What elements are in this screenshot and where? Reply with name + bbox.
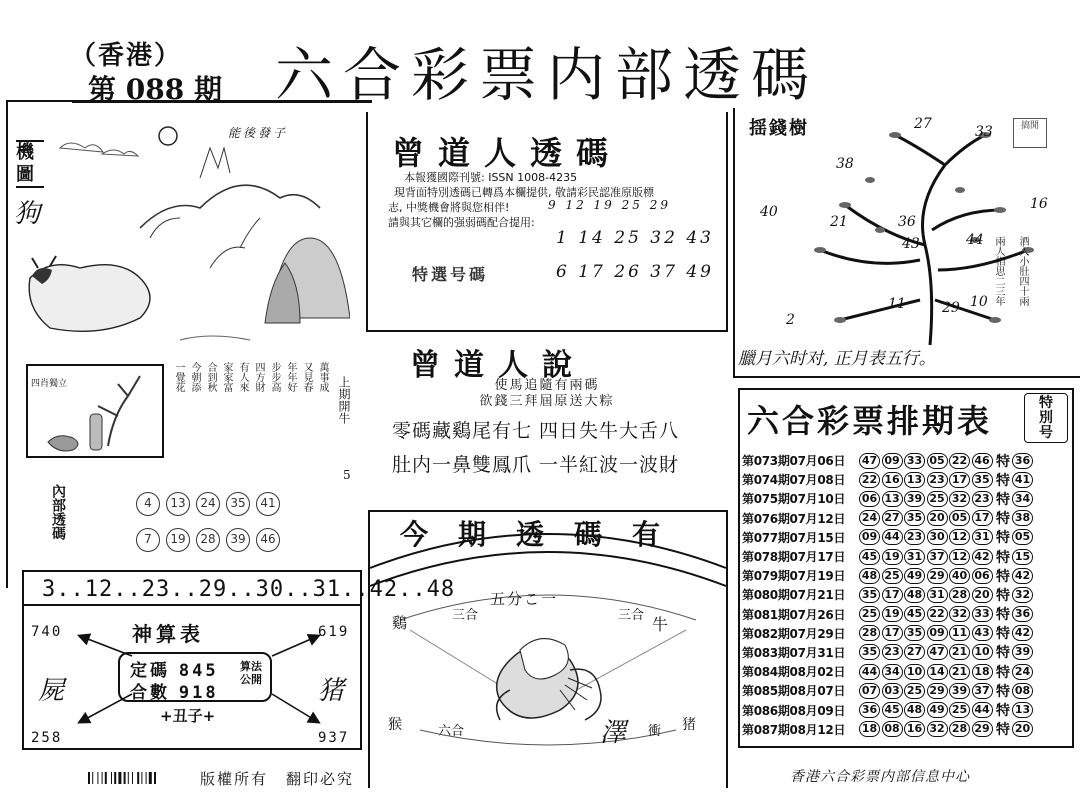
draw-number: 29: [927, 683, 948, 699]
jinqi-bottom-right-relation: 衝: [648, 724, 662, 739]
center-right-rule: [726, 112, 728, 330]
draw-number: 37: [972, 683, 993, 699]
draw-number: 35: [904, 625, 925, 641]
draw-number: 25: [859, 606, 880, 622]
jinqi-right-animal: 牛: [652, 615, 669, 634]
row-date: 第081期07月26日: [742, 607, 846, 622]
upper-left-number: 740: [31, 624, 63, 640]
te-label: 特: [996, 664, 1010, 681]
draw-number: 03: [882, 683, 903, 699]
tree-stamp: 搞閒: [1013, 118, 1047, 148]
method-public-label: 算法公開: [240, 660, 262, 686]
draw-number: 35: [972, 472, 993, 488]
draw-number: 17: [882, 625, 903, 641]
schedule-row: [742, 585, 1072, 604]
draw-number: 10: [904, 664, 925, 680]
tree-side-poem: [988, 236, 1048, 376]
row-date: 第078期07月17日: [742, 550, 846, 565]
draw-number: 05: [927, 453, 948, 469]
special-number: 08: [1012, 683, 1033, 699]
tree-side-col-2: 酒入小肚四十兩: [1017, 236, 1028, 306]
jitu-handwritten-note: 狗: [14, 199, 41, 229]
tree-side-col-1: 兩人相思二三年: [993, 236, 1004, 306]
draw-number: 22: [927, 606, 948, 622]
draw-number: 33: [904, 453, 925, 469]
draw-number: 31: [972, 529, 993, 545]
neibu-number: 28: [196, 528, 220, 552]
draw-number: 09: [927, 625, 948, 641]
no-copy-text: 翻印必究: [286, 770, 355, 788]
schedule-row: [742, 643, 1072, 662]
draw-number: 23: [972, 491, 993, 507]
special-number: 13: [1012, 702, 1033, 718]
draw-number: 24: [859, 510, 880, 526]
para-line-2: 現背面特別透碼已轉爲本欄提供, 敬請彩民認准原版標: [394, 186, 654, 199]
jinqi-right-relation: 三合: [618, 608, 645, 623]
neibu-number: 7: [136, 528, 160, 552]
badge-text: 特別号: [1039, 395, 1053, 441]
tree-number: 44: [966, 232, 984, 248]
draw-number: 07: [859, 683, 880, 699]
draw-number: 36: [859, 702, 880, 718]
tree-number: 36: [898, 214, 916, 230]
draw-number: 25: [904, 683, 925, 699]
sub-line-1: 使馬追隨有兩碼: [494, 378, 600, 393]
row-date: 第085期08月07日: [742, 684, 846, 699]
upper-right-number: 619: [318, 624, 350, 640]
zengdao-says-subtitle: [424, 378, 670, 410]
te-label: 特: [996, 491, 1010, 508]
special-number: 24: [1012, 664, 1033, 680]
schedule-row: [742, 700, 1072, 719]
draw-number: 17: [949, 472, 970, 488]
schedule-row: [742, 470, 1072, 489]
draw-number: 13: [904, 472, 925, 488]
tree-number: 16: [1030, 196, 1048, 212]
draw-number: 49: [927, 702, 948, 718]
handwritten-row-1: 1 14 25 32 43: [556, 228, 714, 248]
special-number: 36: [1012, 606, 1033, 622]
draw-number: 10: [972, 644, 993, 660]
five-mark: 5: [343, 468, 351, 482]
center-divider: [366, 330, 728, 332]
te-label: 特: [996, 645, 1010, 662]
small-tree-illustration: [28, 366, 162, 456]
row-date: 第076期07月12日: [742, 511, 846, 526]
info-center-name: 香港六合彩票内部信息中心: [790, 769, 970, 785]
draw-number: 19: [882, 606, 903, 622]
row-date: 第083期07月31日: [742, 645, 846, 660]
handwritten-row-2: 6 17 26 37 49: [556, 262, 714, 282]
draw-number: 44: [972, 702, 993, 718]
draw-number: 45: [882, 702, 903, 718]
draw-number: 42: [972, 549, 993, 565]
draw-number: 17: [972, 510, 993, 526]
special-number: 05: [1012, 529, 1033, 545]
te-label: 特: [996, 703, 1010, 720]
draw-number: 21: [949, 644, 970, 660]
tree-number: 33: [975, 124, 993, 140]
draw-number: 29: [927, 568, 948, 584]
draw-number: 46: [972, 453, 993, 469]
neibu-number: 46: [256, 528, 280, 552]
special-number: 20: [1012, 721, 1033, 737]
handwritten-right: 猪: [318, 676, 345, 706]
draw-number: 29: [972, 721, 993, 737]
verse-line-1: 零碼藏鷄尾有七 四日失牛大舌八: [392, 420, 680, 442]
zengdao-title: 曾道人透碼: [392, 134, 623, 172]
he-shu-value: 918: [178, 683, 219, 703]
draw-number: 12: [949, 549, 970, 565]
row-date: 第080期07月21日: [742, 588, 846, 603]
draw-number: 11: [949, 625, 970, 641]
sub-line-2: 欲錢三拜屆原送大粽: [479, 394, 615, 409]
draw-number: 14: [927, 664, 948, 680]
jitu-illustration: [20, 118, 350, 358]
schedule-title: 六合彩票排期表: [747, 402, 993, 440]
tree-number: 43: [902, 236, 920, 252]
special-number: 34: [1012, 491, 1033, 507]
draw-number: 28: [949, 721, 970, 737]
draw-number: 06: [859, 491, 880, 507]
row-date: 第077期07月15日: [742, 530, 846, 545]
shensuan-sequence: 3..12..23..29..30..31..42..48: [42, 577, 456, 602]
draw-number: 47: [859, 453, 880, 469]
te-label: 特: [996, 607, 1010, 624]
draw-number: 18: [859, 721, 880, 737]
draw-number: 28: [859, 625, 880, 641]
zengdao-says-title: 曾道人說: [410, 348, 586, 383]
draw-number: 25: [882, 568, 903, 584]
special-number: 41: [1012, 472, 1033, 488]
special-number: 32: [1012, 587, 1033, 603]
schedule-row: [742, 566, 1072, 585]
draw-number: 47: [927, 644, 948, 660]
row-date: 第074期07月08日: [742, 473, 846, 488]
jinqi-bottom-mid-relation: 六合: [438, 724, 465, 739]
schedule-row: [742, 451, 1072, 470]
draw-number: 32: [949, 491, 970, 507]
handwritten-small-numbers: 9 12 19 25 29: [548, 198, 671, 212]
draw-number: 13: [882, 491, 903, 507]
special-number: 42: [1012, 568, 1033, 584]
jinqi-bottom-left-animal: 猴: [388, 717, 402, 733]
row-date: 第082期07月29日: [742, 626, 846, 641]
special-number: 15: [1012, 549, 1033, 565]
draw-number: 25: [927, 491, 948, 507]
schedule-table: [742, 451, 1072, 739]
jinqi-title: 今期透碼有: [400, 518, 691, 551]
region-label: （香港）: [70, 41, 183, 71]
neibu-number: 19: [166, 528, 190, 552]
draw-number: 05: [949, 510, 970, 526]
jitu-top-note: 能後發子: [228, 126, 289, 140]
handwritten-left: 屍: [38, 676, 65, 706]
para-line-1: 本報獲國際刊號: ISSN 1008-4235: [404, 171, 578, 184]
special-number: 39: [1012, 644, 1033, 660]
copyright-text: 版權所有: [200, 770, 269, 788]
schedule-row: [742, 489, 1072, 508]
schedule-row: [742, 662, 1072, 681]
tree-handwritten-note: 臘月六时对, 正月表五行。: [738, 349, 936, 369]
te-label: 特: [996, 530, 1010, 547]
draw-number: 20: [927, 510, 948, 526]
neibu-number: 13: [166, 492, 190, 516]
zodiac-hint: +丑子+: [160, 707, 216, 725]
te-label: 特: [996, 683, 1010, 700]
left-verse-block: 一覺花 今朝添 合到秋 家家富 有人來 四方財 步步高 年年好 又見春 萬事成: [173, 362, 328, 392]
draw-number: 34: [882, 664, 903, 680]
jitu-label: 機圖: [16, 140, 44, 188]
teji-label: 特選号碼: [412, 265, 489, 284]
draw-number: 17: [882, 587, 903, 603]
draw-number: 40: [949, 568, 970, 584]
te-label: 特: [996, 722, 1010, 739]
draw-number: 19: [882, 549, 903, 565]
draw-number: 48: [904, 587, 925, 603]
te-label: 特: [996, 626, 1010, 643]
special-number: 36: [1012, 453, 1033, 469]
draw-number: 48: [904, 702, 925, 718]
row-date: 第075期07月10日: [742, 492, 846, 507]
neibu-number: 4: [136, 492, 160, 516]
barcode-icon: [88, 772, 186, 784]
schedule-row: [742, 509, 1072, 528]
row-date: 第087期08月12日: [742, 722, 846, 737]
shensuan-arrows: [22, 604, 362, 750]
draw-number: 22: [859, 472, 880, 488]
draw-number: 48: [859, 568, 880, 584]
tree-number: 38: [836, 156, 854, 172]
draw-number: 33: [972, 606, 993, 622]
draw-number: 18: [972, 664, 993, 680]
te-label: 特: [996, 587, 1010, 604]
jinqi-five-note: 五分こ一: [490, 590, 559, 608]
draw-number: 20: [972, 587, 993, 603]
draw-number: 39: [904, 491, 925, 507]
draw-number: 45: [904, 606, 925, 622]
draw-number: 32: [949, 606, 970, 622]
te-label: 特: [996, 453, 1010, 470]
te-label: 特: [996, 549, 1010, 566]
draw-number: 16: [882, 472, 903, 488]
neibu-number: 35: [226, 492, 250, 516]
tree-number: 40: [760, 204, 778, 220]
neibu-number: 41: [256, 492, 280, 516]
draw-number: 31: [927, 587, 948, 603]
draw-number: 49: [904, 568, 925, 584]
last-issue-note: 上期開牛: [337, 376, 351, 424]
draw-number: 23: [882, 644, 903, 660]
shensuan-title: 神算表: [132, 622, 204, 646]
tree-number: 29: [942, 300, 960, 316]
draw-number: 09: [859, 529, 880, 545]
draw-number: 22: [949, 453, 970, 469]
draw-number: 28: [949, 587, 970, 603]
neibu-number: 24: [196, 492, 220, 516]
row-date: 第086期08月09日: [742, 703, 846, 718]
money-tree-label: 揺錢樹: [749, 118, 809, 139]
row-date: 第084期08月02日: [742, 665, 846, 680]
draw-number: 31: [904, 549, 925, 565]
small-frame-label: 四肖獨立: [31, 379, 68, 389]
jinqi-bottom-right-animal: 猪: [682, 717, 696, 733]
tree-number: 21: [830, 214, 848, 230]
draw-number: 21: [949, 664, 970, 680]
issue-number: 第 088 期: [88, 73, 222, 106]
lower-left-number: 258: [31, 730, 63, 746]
jinqi-left-animal: 鷄: [392, 614, 408, 632]
draw-number: 30: [927, 529, 948, 545]
tree-number: 11: [888, 296, 906, 312]
draw-number: 16: [904, 721, 925, 737]
draw-number: 39: [949, 683, 970, 699]
he-shu-label: 合數: [130, 683, 170, 703]
center-left-rule: [366, 112, 368, 330]
draw-number: 06: [972, 568, 993, 584]
schedule-row: [742, 605, 1072, 624]
te-label: 特: [996, 511, 1010, 528]
draw-number: 43: [972, 625, 993, 641]
page-title: 六合彩票内部透碼: [275, 41, 820, 109]
verse-line-2: 肚内一鼻雙鳳爪 一半紅波一波財: [392, 454, 680, 476]
draw-number: 35: [859, 644, 880, 660]
ding-ma-label: 定碼: [130, 661, 170, 681]
draw-number: 27: [882, 510, 903, 526]
special-number: 42: [1012, 625, 1033, 641]
draw-number: 25: [949, 702, 970, 718]
schedule-row: [742, 624, 1072, 643]
draw-number: 45: [859, 549, 880, 565]
draw-number: 37: [927, 549, 948, 565]
ding-ma-value: 845: [178, 661, 219, 681]
draw-number: 23: [927, 472, 948, 488]
draw-number: 35: [904, 510, 925, 526]
schedule-row: [742, 681, 1072, 700]
schedule-row: [742, 720, 1072, 739]
draw-number: 08: [882, 721, 903, 737]
para-line-3: 志, 中獎機會將與您相伴!: [388, 201, 510, 214]
neibu-number: 39: [226, 528, 250, 552]
jinqi-lines: [380, 580, 716, 780]
row-date: 第073期07月06日: [742, 454, 846, 469]
row-date: 第079期07月19日: [742, 569, 846, 584]
draw-number: 35: [859, 587, 880, 603]
para-line-4: 請與其它欄的强弱碼配合提用:: [388, 216, 535, 229]
draw-number: 12: [949, 529, 970, 545]
draw-number: 27: [904, 644, 925, 660]
neibu-label: 內部透碼: [50, 484, 66, 540]
schedule-row: [742, 547, 1072, 566]
draw-number: 32: [927, 721, 948, 737]
tree-number: 10: [970, 294, 988, 310]
jinqi-left-relation: 三合: [452, 608, 479, 623]
snake-illustration: [497, 639, 601, 720]
draw-number: 23: [904, 529, 925, 545]
special-number: 38: [1012, 510, 1033, 526]
tree-number: 27: [914, 116, 932, 132]
draw-number: 44: [882, 529, 903, 545]
special-number-badge: [1024, 393, 1068, 443]
draw-number: 09: [882, 453, 903, 469]
te-label: 特: [996, 472, 1010, 489]
jinqi-handwritten: 澤: [600, 718, 627, 748]
lower-right-number: 937: [318, 730, 350, 746]
draw-number: 44: [859, 664, 880, 680]
tree-number: 2: [786, 312, 795, 328]
te-label: 特: [996, 568, 1010, 585]
schedule-row: [742, 528, 1072, 547]
